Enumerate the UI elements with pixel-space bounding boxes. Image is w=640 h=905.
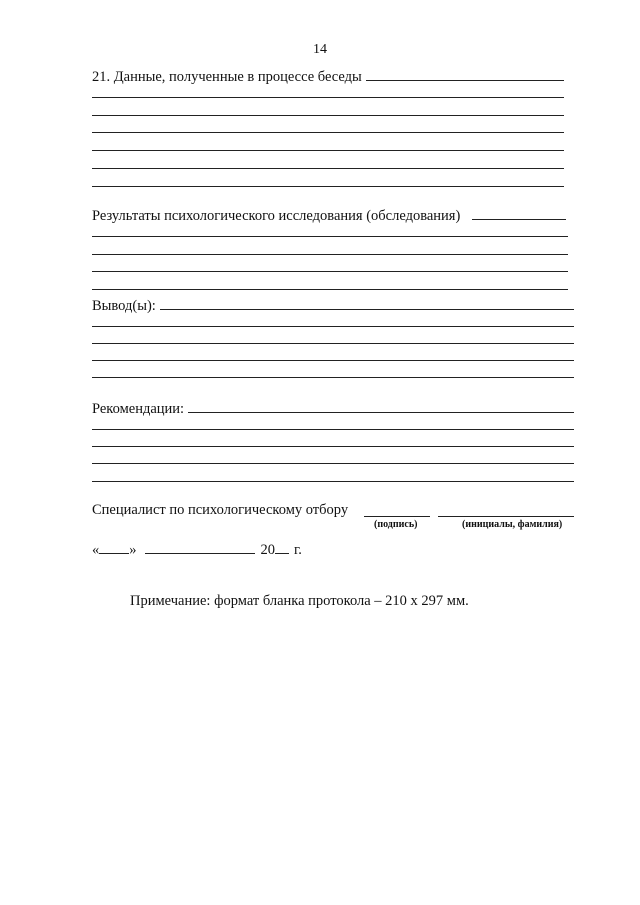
signature-blank[interactable] bbox=[364, 516, 430, 517]
results-fill-line[interactable] bbox=[472, 205, 566, 220]
interview-blank-line-1[interactable] bbox=[92, 97, 564, 98]
results-label: Результаты психологического исследования (обследования) bbox=[92, 208, 461, 224]
recommendations-fill-line[interactable] bbox=[188, 398, 574, 413]
date-close-quote: » bbox=[129, 542, 137, 558]
specialist-label: Специалист по психологическому отбору bbox=[92, 502, 349, 518]
conclusions-label: Вывод(ы): bbox=[92, 298, 156, 314]
recommendations-blank-line-4[interactable] bbox=[92, 481, 574, 482]
date-line bbox=[92, 541, 302, 559]
interview-blank-line-3[interactable] bbox=[92, 132, 564, 133]
conclusions-blank-line-2[interactable] bbox=[92, 343, 574, 344]
interview-blank-line-6[interactable] bbox=[92, 186, 564, 187]
recommendations-blank-line-1[interactable] bbox=[92, 429, 574, 430]
interview-data-line bbox=[92, 66, 564, 86]
conclusions-blank-line-1[interactable] bbox=[92, 326, 574, 327]
interview-blank-line-4[interactable] bbox=[92, 150, 564, 151]
results-blank-line-1[interactable] bbox=[92, 236, 568, 237]
interview-blank-line-2[interactable] bbox=[92, 115, 564, 116]
year-blank[interactable] bbox=[275, 541, 289, 554]
name-blank[interactable] bbox=[438, 516, 574, 517]
conclusions-fill-line[interactable] bbox=[160, 295, 574, 310]
year-prefix: 20 bbox=[260, 542, 275, 558]
results-line bbox=[92, 205, 566, 225]
year-suffix: г. bbox=[294, 542, 302, 558]
interview-data-label: 21. Данные, полученные в процессе беседы bbox=[92, 69, 362, 85]
date-open-quote: « bbox=[92, 542, 100, 558]
page-number: 14 bbox=[313, 42, 327, 57]
recommendations-line bbox=[92, 398, 574, 418]
results-blank-line-2[interactable] bbox=[92, 254, 568, 255]
conclusions-blank-line-4[interactable] bbox=[92, 377, 574, 378]
results-blank-line-3[interactable] bbox=[92, 271, 568, 272]
recommendations-blank-line-2[interactable] bbox=[92, 446, 574, 447]
specialist-signature-line bbox=[92, 502, 348, 519]
interview-blank-line-5[interactable] bbox=[92, 168, 564, 169]
results-blank-line-4[interactable] bbox=[92, 289, 568, 290]
conclusions-line bbox=[92, 295, 574, 315]
conclusions-blank-line-3[interactable] bbox=[92, 360, 574, 361]
recommendations-blank-line-3[interactable] bbox=[92, 463, 574, 464]
month-blank[interactable] bbox=[145, 541, 255, 554]
name-caption: (инициалы, фамилия) bbox=[462, 519, 563, 530]
day-blank[interactable] bbox=[99, 541, 129, 554]
recommendations-label: Рекомендации: bbox=[92, 401, 185, 417]
interview-data-fill-line[interactable] bbox=[366, 66, 564, 81]
format-note: Примечание: формат бланка протокола – 210 х 297 мм. bbox=[130, 593, 469, 609]
signature-caption: (подпись) bbox=[374, 519, 418, 530]
